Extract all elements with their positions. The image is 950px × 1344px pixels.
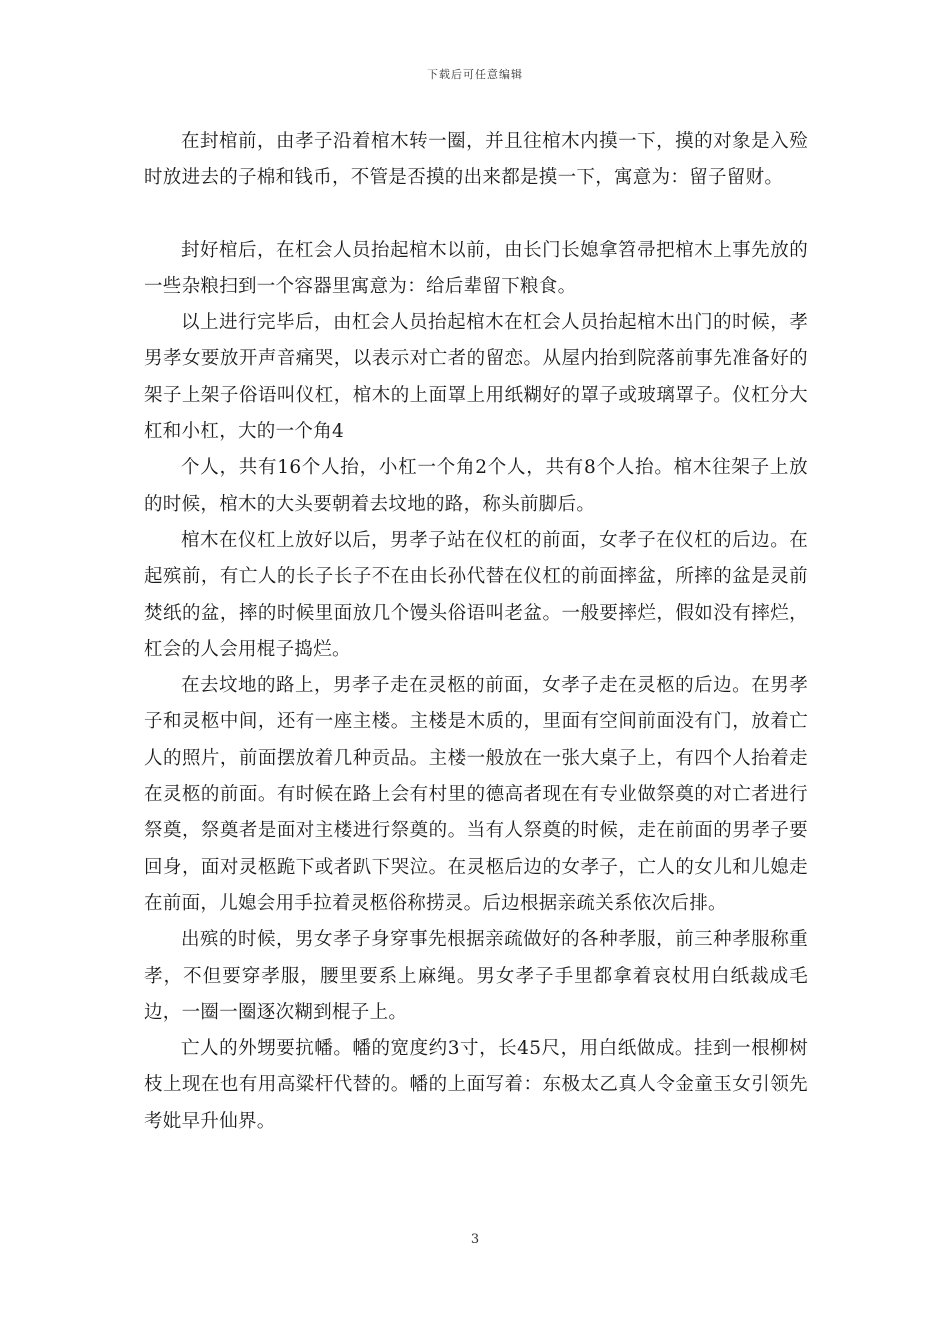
paragraph-sealing-coffin: 在封棺前，由孝子沿着棺木转一圈，并且往棺木内摸一下，摸的对象是入殓时放进去的子棉和钱币，不管是否摸的出来都是摸一下，寓意为：留子留财。 [144,131,808,189]
paragraph-procession: 在去坟地的路上，男孝子走在灵柩的前面，女孝子走在灵柩的后边。在男孝子和灵柩中间，还有一座主楼。主楼是木质的，里面有空间前面没有门，放着亡人的照片，前面摆放着几种贡品。主楼一般放在一张大桌子上，有四个人抬着走在灵柩的前面。有时候在路上会有村里的德高者现在有专业做祭奠的对亡者进行祭奠，祭奠者是面对主楼进行祭奠的。当有人祭奠的时候，走在前面的男孝子要回身，面对灵柩跪下或者趴下哭泣。在灵柩后边的女孝子，亡人的女儿和儿媳走在前面，儿媳会用手拉着灵柩俗称捞灵。后边根据亲疏关系依次后排。 [144,675,808,914]
page-number: 3 [470,1232,480,1247]
paragraph-bearers-count: 个人，共有16个人抬，小杠一个角2个人，共有8个人抬。棺木往架子上放的时候，棺木的大头要朝着去坟地的路，称头前脚后。 [144,457,808,515]
paragraph-mourning-clothes: 出殡的时候，男女孝子身穿事先根据亲疏做好的各种孝服，前三种孝服称重孝，不但要穿孝服，腰里要系上麻绳。男女孝子手里都拿着哀杖用白纸裁成毛边，一圈一圈逐次糊到棍子上。 [144,929,808,1023]
paragraph-banner: 亡人的外甥要抗幡。幡的宽度约3寸，长45尺，用白纸做成。挂到一根柳树枝上现在也有用高粱杆代替的。幡的上面写着：东极太乙真人令金童玉女引领先考妣早升仙界。 [144,1038,808,1132]
page-header: 下载后可任意编辑 [427,68,523,81]
paragraph-sweeping-grain: 封好棺后，在杠会人员抬起棺木以前，由长门长媳拿笤帚把棺木上事先放的一些杂粮扫到一个容器里寓意为：给后辈留下粮食。 [144,239,808,297]
paragraph-lifting-coffin: 以上进行完毕后，由杠会人员抬起棺木在杠会人员抬起棺木出门的时候，孝男孝女要放开声音痛哭，以表示对亡者的留恋。从屋内抬到院落前事先准备好的架子上架子俗语叫仪杠，棺木的上面罩上用纸糊好的罩子或玻璃罩子。仪杠分大杠和小杠，大的一个角4 [144,312,808,443]
document-body [144,124,808,1140]
paragraph-breaking-basin: 棺木在仪杠上放好以后，男孝子站在仪杠的前面，女孝子在仪杠的后边。在起殡前，有亡人的长子长子不在由长孙代替在仪杠的前面摔盆，所摔的盆是灵前焚纸的盆，摔的时候里面放几个馒头俗语叫老盆。一般要摔烂，假如没有摔烂，杠会的人会用棍子捣烂。 [144,529,808,660]
